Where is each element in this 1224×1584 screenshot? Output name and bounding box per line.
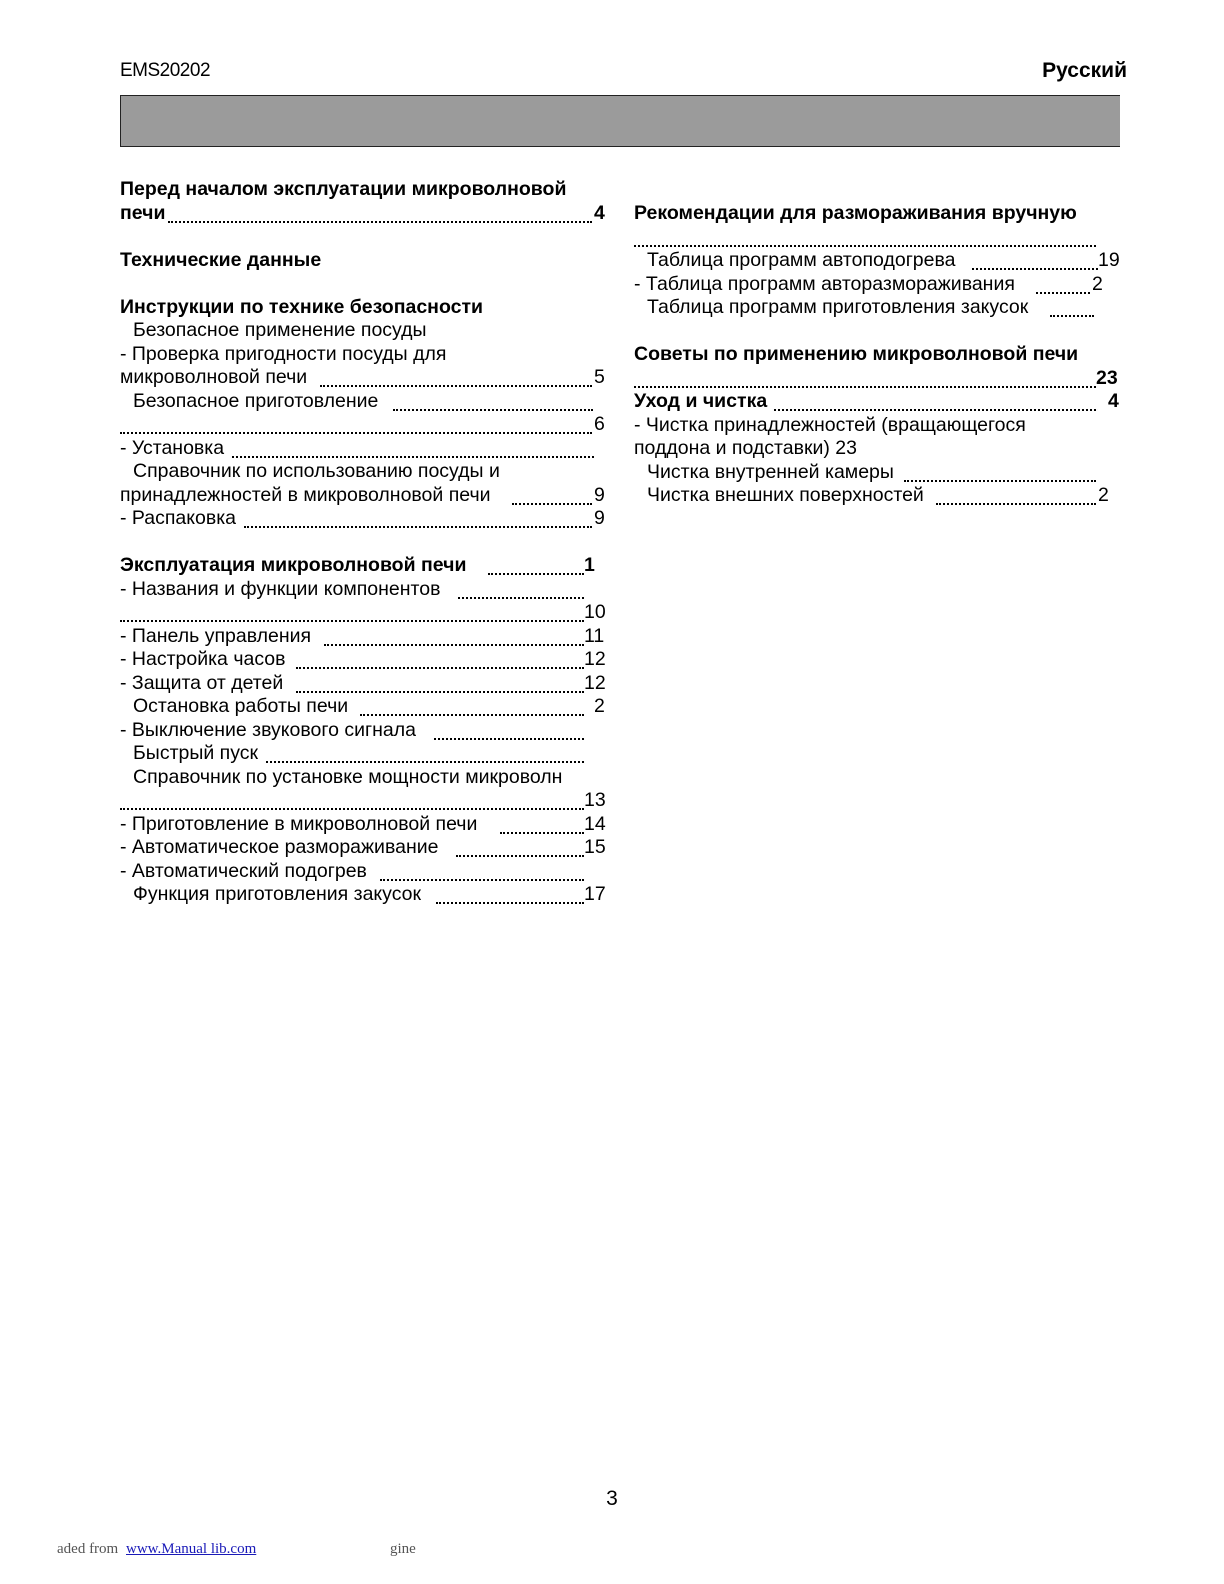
- leader-dots: [168, 221, 592, 223]
- toc-entry-clean-accessories-cont[interactable]: поддона и подставки) 23: [634, 437, 857, 459]
- leader-dots: [120, 432, 592, 434]
- toc-entry-tips-cont[interactable]: [634, 367, 1122, 391]
- page-ref: 1: [584, 554, 595, 576]
- title-bar: [120, 95, 1120, 147]
- toc-entry-quick-start[interactable]: Быстрый пуск: [120, 742, 606, 766]
- toc-entry-clean-outside[interactable]: Чистка внешних поверхностей 2: [647, 484, 1109, 506]
- toc-entry-dish-guide-cont[interactable]: принадлежностей в микроволновой печи 9: [120, 483, 605, 506]
- leader-dots: [296, 691, 584, 693]
- leader-dots: [393, 409, 593, 411]
- page-ref: 13: [584, 789, 606, 811]
- page-ref: 9: [594, 483, 605, 506]
- leader-dots: [512, 503, 592, 505]
- toc-entry-safe-cooking-cont[interactable]: [120, 413, 606, 437]
- toc-entry-installation[interactable]: - Установка: [120, 437, 606, 461]
- toc-entry-safety[interactable]: Инструкции по технике безопасности: [120, 295, 483, 318]
- leader-dots: [1050, 315, 1094, 317]
- leader-dots: [434, 738, 584, 740]
- page-ref: 2: [594, 695, 605, 717]
- leader-dots: [634, 386, 1096, 388]
- toc-entry-care[interactable]: Уход и чистка 4: [634, 390, 1119, 412]
- leader-dots: [1036, 292, 1090, 294]
- toc-entry-tips[interactable]: Советы по применению микроволновой печи: [634, 343, 1079, 365]
- toc-entry-defrost-table[interactable]: - Таблица программ авторазмораживания 2: [634, 272, 1103, 295]
- page-ref: 10: [584, 601, 606, 623]
- leader-dots: [380, 879, 584, 881]
- leader-dots: [244, 526, 592, 528]
- toc-entry-before-use-cont[interactable]: печи 4: [120, 201, 605, 224]
- leader-dots: [488, 573, 584, 575]
- page-ref: 23: [1096, 366, 1118, 389]
- page-ref: 9: [594, 507, 605, 529]
- toc-entry-control-panel[interactable]: - Панель управления 11: [120, 624, 605, 647]
- page-ref: 2: [1092, 272, 1103, 295]
- page-ref: 2: [1098, 484, 1109, 506]
- leader-dots: [904, 480, 1096, 482]
- page-ref: 6: [594, 413, 605, 435]
- page-ref: 12: [584, 648, 606, 670]
- toc-entry-reheat-table[interactable]: Таблица программ автоподогрева 19: [647, 249, 1120, 271]
- page-ref: 15: [584, 836, 606, 858]
- page-ref: 11: [584, 624, 605, 647]
- leader-dots: [324, 644, 584, 646]
- page-ref: 4: [594, 201, 605, 224]
- page-ref: 19: [1098, 249, 1120, 271]
- toc-entry-components[interactable]: - Названия и функции компонентов: [120, 578, 606, 602]
- leader-dots: [458, 597, 584, 599]
- leader-dots: [360, 714, 584, 716]
- page-ref: 17: [584, 883, 606, 905]
- leader-dots: [296, 667, 584, 669]
- toc-entry-clean-accessories[interactable]: - Чистка принадлежностей (вращающегося: [634, 413, 1026, 436]
- leader-dots: [232, 456, 594, 458]
- footer-prefix: aded from: [57, 1541, 119, 1557]
- toc-entry-before-use[interactable]: Перед началом эксплуатации микроволновой: [120, 178, 567, 200]
- toc-entry-auto-defrost[interactable]: - Автоматическое размораживание 15: [120, 836, 606, 858]
- toc-entry-child-lock[interactable]: - Защита от детей 12: [120, 671, 606, 694]
- toc-entry-microwave-cooking[interactable]: - Приготовление в микроволновой печи 14: [120, 812, 606, 835]
- leader-dots: [500, 832, 584, 834]
- page-ref: 14: [584, 812, 606, 835]
- leader-dots: [456, 855, 584, 857]
- toc-entry-manual-defrost[interactable]: Рекомендации для размораживания вручную: [634, 202, 1077, 224]
- page-ref: 4: [1108, 390, 1119, 412]
- toc-left-column: [120, 178, 606, 907]
- toc-entry-tech-data[interactable]: Технические данные: [120, 248, 322, 271]
- toc-entry-unpacking[interactable]: - Распаковка 9: [120, 507, 605, 529]
- leader-dots: [266, 761, 584, 763]
- toc-entry-snack-table[interactable]: Таблица программ приготовления закусок: [634, 296, 1122, 320]
- leader-dots: [972, 268, 1098, 270]
- leader-dots: [774, 409, 1096, 411]
- toc-entry-safe-cooking[interactable]: Безопасное приготовление: [120, 390, 606, 414]
- leader-dots: [120, 808, 584, 810]
- toc-entry-snacks[interactable]: Функция приготовления закусок 17: [133, 883, 606, 905]
- toc-entry-auto-reheat[interactable]: - Автоматический подогрев: [120, 860, 606, 884]
- toc-entry-power-guide[interactable]: Справочник по установке мощности микроволн: [133, 765, 563, 788]
- footer-suffix: gine: [390, 1541, 416, 1557]
- leader-dots: [120, 620, 584, 622]
- toc-entry-check-dishes[interactable]: - Проверка пригодности посуды для: [120, 342, 447, 365]
- toc-entry-clean-inside[interactable]: Чистка внутренней камеры: [634, 461, 1122, 485]
- leader-dots: [634, 245, 1096, 247]
- toc-entry-dish-guide[interactable]: Справочник по использованию посуды и: [133, 460, 500, 482]
- language-label: Русский: [1042, 59, 1127, 82]
- toc-entry-clock[interactable]: - Настройка часов 12: [120, 648, 606, 670]
- toc-entry-power-guide-cont[interactable]: [120, 789, 606, 813]
- leader-dots: [320, 385, 592, 387]
- page-ref: 5: [594, 366, 605, 388]
- toc-right-column: [634, 202, 1122, 508]
- leader-dots: [436, 902, 584, 904]
- model-number: EMS20202: [120, 60, 211, 81]
- toc-entry-operation[interactable]: Эксплуатация микроволновой печи 1: [120, 554, 595, 576]
- toc-entry-components-cont[interactable]: [120, 601, 606, 625]
- toc-entry-stop[interactable]: Остановка работы печи 2: [133, 695, 605, 717]
- page-number: 3: [606, 1487, 618, 1510]
- toc-entry-safe-dishes[interactable]: Безопасное применение посуды: [133, 319, 427, 341]
- toc-entry-check-dishes-cont[interactable]: микроволновой печи 5: [120, 366, 605, 388]
- footer-link[interactable]: www.Manual lib.com: [126, 1541, 257, 1557]
- toc-entry-manual-defrost-cont[interactable]: [634, 226, 1122, 250]
- leader-dots: [936, 503, 1096, 505]
- toc-entry-sound-off[interactable]: - Выключение звукового сигнала: [120, 719, 606, 743]
- page-ref: 12: [584, 671, 606, 694]
